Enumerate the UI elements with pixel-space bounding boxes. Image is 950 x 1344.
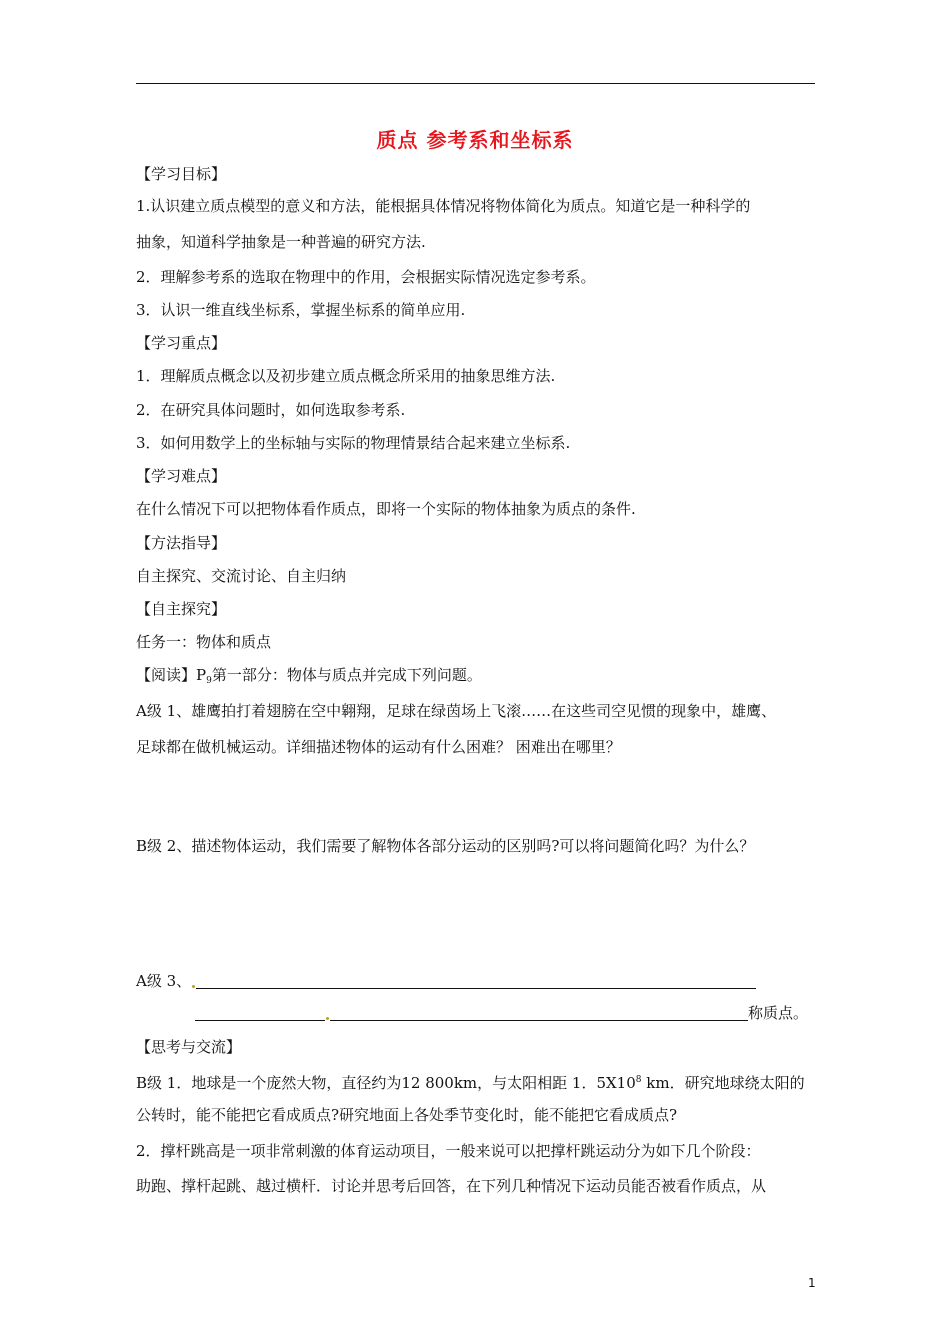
- reading-instruction: [136, 665, 482, 691]
- page-subscript: 9: [206, 676, 212, 686]
- goal-2: 2．理解参考系的选取在物理中的作用，会根据实际情况选定参考系。: [136, 268, 596, 286]
- answer-blank-2b[interactable]: [330, 1006, 748, 1021]
- question-a1-line2: 足球都在做机械运动。详细描述物体的运动有什么困难？ 困难出在哪里？: [136, 738, 621, 756]
- reading-text: 第一部分：物体与质点并完成下列问题。: [211, 666, 482, 684]
- discuss-b1-post: km．研究地球绕太阳的: [641, 1074, 805, 1092]
- key-2: 2．在研究具体问题时，如何选取参考系.: [136, 401, 406, 419]
- exponent: 8: [635, 1075, 642, 1085]
- discuss-b1-pre: B级 1．地球是一个庞然大物，直径约为12 800km，与太阳相距 1．5X10: [136, 1074, 636, 1092]
- question-a3-line1: [136, 971, 756, 991]
- method-heading: 【方法指导】: [136, 534, 227, 552]
- header-rule: [136, 83, 815, 84]
- question-b2: B级 2、描述物体运动，我们需要了解物体各部分运动的区别吗?可以将问题简化吗？为什么？: [136, 837, 755, 855]
- reading-label: 【阅读】P: [136, 666, 207, 684]
- goal-1b: 抽象，知道科学抽象是一种普遍的研究方法.: [136, 233, 426, 251]
- key-heading: 【学习重点】: [136, 334, 227, 352]
- question-a3-line2: [195, 1003, 808, 1023]
- task-1: 任务一：物体和质点: [136, 633, 272, 651]
- discuss-q2-line1: 2．撑杆跳高是一项非常刺激的体育运动项目，一般来说可以把撑杆跳运动分为如下几个阶段：: [136, 1142, 761, 1160]
- question-a3-suffix: 称质点。: [748, 1004, 809, 1022]
- page-title: 质点 参考系和坐标系: [376, 128, 574, 152]
- goal-3: 3．认识一维直线坐标系，掌握坐标系的简单应用.: [136, 301, 466, 319]
- key-3: 3．如何用数学上的坐标轴与实际的物理情景结合起来建立坐标系.: [136, 434, 571, 452]
- difficulty-1: 在什么情况下可以把物体看作质点，即将一个实际的物体抽象为质点的条件.: [136, 500, 636, 518]
- question-a1-line1: A级 1、雄鹰拍打着翅膀在空中翱翔，足球在绿茵场上飞滚……在这些司空见惯的现象中，雄鹰、: [136, 702, 777, 720]
- answer-blank-1[interactable]: [196, 974, 756, 989]
- mark-dot: [326, 1017, 329, 1020]
- discuss-b1-line1: [136, 1070, 805, 1093]
- discuss-b1-line2: 公转时，能不能把它看成质点?研究地面上各处季节变化时，能不能把它看成质点?: [136, 1106, 678, 1124]
- mark-dot: [192, 985, 195, 988]
- key-1: 1．理解质点概念以及初步建立质点概念所采用的抽象思维方法.: [136, 367, 556, 385]
- question-a3-prefix: A级 3、: [136, 972, 192, 990]
- goals-heading: 【学习目标】: [136, 165, 227, 183]
- goal-1a: 1.认识建立质点模型的意义和方法，能根据具体情况将物体简化为质点。知道它是一种科学的: [136, 197, 751, 215]
- discuss-q2-line2: 助跑、撑杆起跳、越过横杆．讨论并思考后回答，在下列几种情况下运动员能否被看作质点，从: [136, 1177, 767, 1195]
- difficulty-heading: 【学习难点】: [136, 467, 227, 485]
- discuss-heading: 【思考与交流】: [136, 1038, 242, 1056]
- explore-heading: 【自主探究】: [136, 600, 227, 618]
- page-number: 1: [808, 1276, 816, 1290]
- answer-blank-2a[interactable]: [195, 1006, 325, 1021]
- method-1: 自主探究、交流讨论、自主归纳: [136, 567, 347, 585]
